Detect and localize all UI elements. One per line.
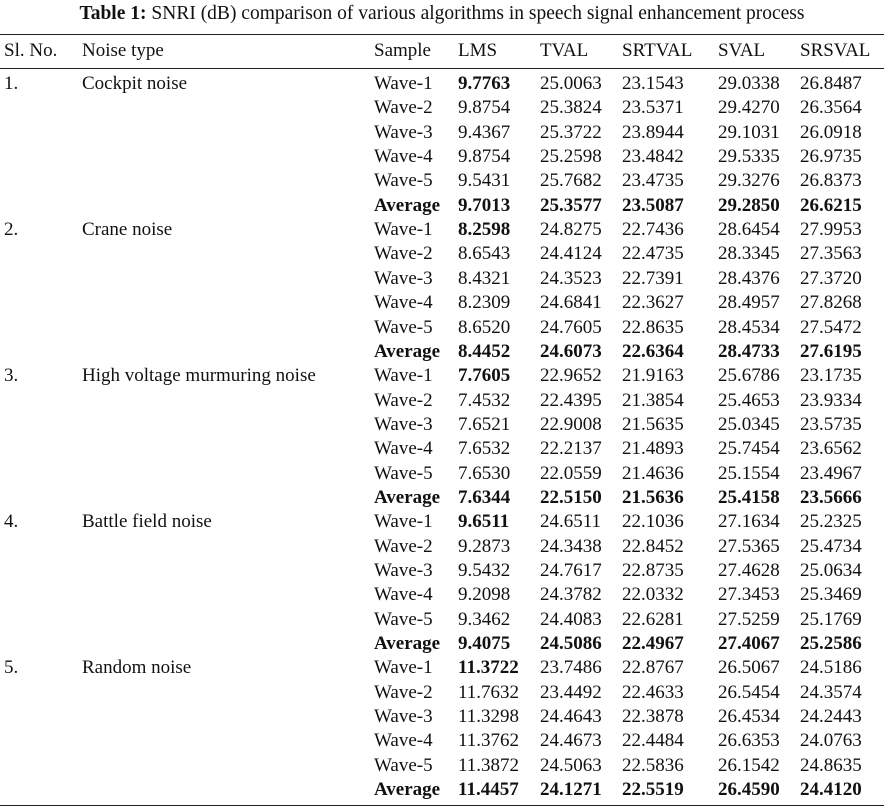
average-cell-lms: 8.4452 [458,340,511,362]
table-cell-tval: 22.9008 [540,413,602,435]
table-cell-srsval: 23.1735 [800,365,862,387]
table-cell-srsval: 24.0763 [800,730,862,752]
table-cell-srtval: 22.6281 [622,608,684,630]
table-cell-tval: 25.3722 [540,121,602,143]
table-cell-sval: 25.6786 [718,365,780,387]
table-cell-lms: 11.3762 [458,730,520,752]
average-cell-srsval: 27.6195 [800,340,862,362]
table-cell-sval: 28.4534 [718,316,780,338]
table-cell-tval: 22.4395 [540,389,602,411]
average-cell-srtval: 21.5636 [622,486,684,508]
group-noise-type: Cockpit noise [82,73,188,94]
table-cell-sample: Wave-2 [374,97,433,119]
header-rule [0,68,884,69]
group-noise-type: High voltage murmuring noise [82,365,316,387]
table-cell-sval: 27.5365 [718,535,780,557]
average-cell-sval: 26.4590 [718,779,780,801]
average-cell-tval: 24.6073 [540,340,602,362]
table-cell-srsval: 23.9334 [800,389,862,411]
table-cell-sample: Wave-2 [374,389,433,411]
average-cell-sval: 27.4067 [718,633,780,655]
table-cell-lms: 11.7632 [458,681,520,703]
table-cell-lms: 7.4532 [458,389,511,411]
table-cell-lms: 9.2873 [458,535,511,557]
table-cell-srtval: 21.4893 [622,438,684,460]
table-cell-srsval: 23.4967 [800,462,862,484]
table-cell-lms: 9.4367 [458,121,511,143]
table-cell-tval: 22.0559 [540,462,602,484]
table-cell-srtval: 22.5836 [622,754,684,776]
table-cell-sample: Wave-4 [374,292,433,314]
table-cell-srsval: 24.5186 [800,657,862,679]
table-cell-srtval: 23.8944 [622,121,684,143]
table-cell-srtval: 22.8767 [622,657,684,679]
table-cell-sample: Wave-3 [374,413,433,435]
table-cell-srsval: 26.8373 [800,170,862,192]
average-cell-srsval: 23.5666 [800,486,862,508]
table-cell-tval: 24.3523 [540,267,602,289]
table-cell-srsval: 26.9735 [800,146,862,168]
table-cell-lms: 11.3872 [458,754,520,776]
table-cell-srtval: 22.1036 [622,511,684,533]
table-cell-sample: Wave-5 [374,754,433,776]
table-cell-sval: 26.6353 [718,730,780,752]
average-cell-lms: 9.4075 [458,633,511,655]
table-cell-sval: 25.7454 [718,438,780,460]
table-cell-sample: Wave-2 [374,243,433,265]
table-cell-lms: 9.5431 [458,170,511,192]
table-cell-sval: 27.5259 [718,608,780,630]
table-cell-srtval: 22.4735 [622,243,684,265]
average-cell-sample: Average [374,779,441,801]
table-cell-srtval: 21.4636 [622,462,684,484]
table-cell-tval: 24.3438 [540,535,602,557]
table-cell-tval: 24.6841 [540,292,602,314]
caption-text: SNRI (dB) comparison of various algorithms in speech signal enhancement process [151,3,805,24]
average-cell-srtval: 22.5519 [622,779,684,801]
table-cell-srsval: 24.2443 [800,706,862,728]
table-cell-srtval: 21.9163 [622,365,684,387]
table-cell-sval: 29.5335 [718,146,780,168]
table-cell-sample: Wave-5 [374,608,433,630]
table-cell-sval: 28.3345 [718,243,780,265]
table-cell-sample: Wave-3 [374,267,433,289]
table-cell-srtval: 22.8635 [622,316,684,338]
table-cell-sval: 26.4534 [718,706,780,728]
table-cell-srsval: 25.2325 [800,511,862,533]
average-cell-tval: 25.3577 [540,194,602,216]
table-cell-lms: 9.8754 [458,97,511,119]
table-cell-sample: Wave-3 [374,706,433,728]
table-cell-sample: Wave-1 [374,657,433,679]
table-cell-tval: 24.6511 [540,511,602,533]
table-cell-sample: Wave-4 [374,438,433,460]
average-cell-tval: 22.5150 [540,486,602,508]
table-cell-lms: 7.6521 [458,413,511,435]
table-cell-lms: 11.3298 [458,706,520,728]
table-caption [0,0,884,30]
table-cell-srsval: 27.5472 [800,316,862,338]
table-cell-srtval: 22.8735 [622,560,684,581]
table-cell-srsval: 27.9953 [800,219,862,241]
average-cell-lms: 7.6344 [458,486,511,508]
table-cell-tval: 25.7682 [540,170,602,192]
table-cell-sval: 28.4957 [718,292,780,314]
table-cell-tval: 24.8275 [540,219,602,241]
table-cell-srsval: 27.3563 [800,243,862,265]
table-cell-lms: 8.2598 [458,219,511,241]
table-cell-lms: 7.6532 [458,438,511,460]
table-cell-sval: 26.5067 [718,657,780,679]
table-cell-sval: 29.1031 [718,121,780,143]
header-srsval: SRSVAL [800,40,871,61]
table-cell-srsval: 25.1769 [800,608,862,630]
table-cell-sval: 26.5454 [718,681,780,703]
table-cell-lms: 8.2309 [458,292,511,314]
header-sample: Sample [374,40,431,61]
table-cell-sval: 25.4653 [718,389,780,411]
table-cell-tval: 22.9652 [540,365,602,387]
table-cell-sval: 29.3276 [718,170,780,192]
table-cell-tval: 24.5063 [540,754,602,776]
table-cell-tval: 25.0063 [540,73,602,94]
average-cell-lms: 9.7013 [458,194,511,216]
table-cell-sample: Wave-1 [374,365,433,387]
table-cell-lms: 9.7763 [458,73,511,94]
group-sl-no: 1. [4,73,19,94]
table-cell-tval: 24.7617 [540,560,602,581]
average-cell-srtval: 22.4967 [622,633,684,655]
table-cell-srtval: 22.7391 [622,267,684,289]
table-cell-srsval: 26.3564 [800,97,862,119]
table-cell-sample: Wave-1 [374,511,433,533]
average-cell-srsval: 24.4120 [800,779,862,801]
average-cell-srtval: 22.6364 [622,340,684,362]
table-cell-srtval: 23.4842 [622,146,684,168]
table-cell-lms: 8.6543 [458,243,511,265]
average-cell-sval: 28.4733 [718,340,780,362]
table-cell-srsval: 26.0918 [800,121,862,143]
header-noise-type: Noise type [82,40,164,61]
table-cell-lms: 7.6530 [458,462,511,484]
table-cell-srsval: 26.8487 [800,73,862,94]
table-cell-lms: 9.8754 [458,146,511,168]
table-cell-tval: 24.4643 [540,706,602,728]
table-cell-srsval: 23.6562 [800,438,862,460]
caption-label: Table 1: [79,3,147,24]
average-cell-tval: 24.5086 [540,633,602,655]
table-cell-sample: Wave-3 [374,560,433,581]
table-cell-srtval: 23.4735 [622,170,684,192]
table-cell-sample: Wave-3 [374,121,433,143]
table-cell-lms: 9.2098 [458,584,511,606]
table-cell-srtval: 22.0332 [622,584,684,606]
group-noise-type: Random noise [82,657,192,679]
table-cell-sample: Wave-4 [374,730,433,752]
table-cell-sval: 25.0345 [718,413,780,435]
table-cell-sample: Wave-2 [374,535,433,557]
table-cell-srtval: 21.5635 [622,413,684,435]
table-cell-sval: 26.1542 [718,754,780,776]
average-cell-srsval: 26.6215 [800,194,862,216]
average-cell-sample: Average [374,194,441,216]
table-cell-srsval: 24.8635 [800,754,862,776]
group-sl-no: 3. [4,365,19,387]
table-cell-sample: Wave-4 [374,584,433,606]
average-cell-srtval: 23.5087 [622,194,684,216]
average-cell-sval: 25.4158 [718,486,780,508]
table-cell-sample: Wave-1 [374,73,433,94]
table-cell-lms: 8.6520 [458,316,511,338]
table-cell-sval: 25.1554 [718,462,780,484]
table-cell-tval: 22.2137 [540,438,602,460]
average-cell-lms: 11.4457 [458,779,519,801]
table-cell-tval: 25.3824 [540,97,602,119]
average-cell-sample: Average [374,486,441,508]
table-cell-tval: 24.4124 [540,243,602,265]
table-cell-srsval: 24.3574 [800,681,862,703]
table-cell-sval: 28.4376 [718,267,780,289]
table-cell-sample: Wave-5 [374,462,433,484]
table-cell-srsval: 27.3720 [800,267,862,289]
header-sval: SVAL [718,40,766,61]
average-cell-sample: Average [374,340,441,362]
table-cell-tval: 25.2598 [540,146,602,168]
table-cell-lms: 9.6511 [458,511,510,533]
header-srtval: SRTVAL [622,40,693,61]
group-sl-no: 5. [4,657,19,679]
table-cell-lms: 8.4321 [458,267,511,289]
average-cell-sample: Average [374,633,441,655]
top-rule [0,34,884,35]
header-lms: LMS [458,40,498,61]
average-cell-sval: 29.2850 [718,194,780,216]
table-cell-srsval: 23.5735 [800,413,862,435]
table-cell-srtval: 22.4484 [622,730,684,752]
table-cell-sval: 29.0338 [718,73,780,94]
table-cell-srtval: 23.1543 [622,73,684,94]
table-cell-srtval: 22.4633 [622,681,684,703]
table-cell-tval: 23.7486 [540,657,602,679]
table-cell-lms: 7.7605 [458,365,511,387]
table-cell-sample: Wave-2 [374,681,433,703]
table-cell-srtval: 22.3627 [622,292,684,314]
bottom-rule [0,805,884,806]
table-cell-sample: Wave-4 [374,146,433,168]
header-sl-no: Sl. No. [4,40,58,61]
table-cell-lms: 11.3722 [458,657,519,679]
table-cell-srtval: 23.5371 [622,97,684,119]
table-cell-lms: 9.5432 [458,560,511,581]
table-cell-srtval: 21.3854 [622,389,684,411]
table-cell-sample: Wave-5 [374,170,433,192]
table-cell-sval: 27.4628 [718,560,780,581]
table-cell-sample: Wave-5 [374,316,433,338]
table-cell-srsval: 27.8268 [800,292,862,314]
table-cell-sval: 28.6454 [718,219,780,241]
group-sl-no: 4. [4,511,19,533]
table-cell-srsval: 25.3469 [800,584,862,606]
group-noise-type: Battle field noise [82,511,212,533]
table-cell-srtval: 22.7436 [622,219,684,241]
table-cell-sval: 27.3453 [718,584,780,606]
table-cell-tval: 24.4673 [540,730,602,752]
table-cell-tval: 24.3782 [540,584,602,606]
average-cell-tval: 24.1271 [540,779,602,801]
table-cell-sval: 27.1634 [718,511,780,533]
table-cell-srtval: 22.8452 [622,535,684,557]
average-cell-srsval: 25.2586 [800,633,862,655]
table-cell-srtval: 22.3878 [622,706,684,728]
table-cell-tval: 24.4083 [540,608,602,630]
group-sl-no: 2. [4,219,19,241]
table-cell-tval: 23.4492 [540,681,602,703]
header-tval: TVAL [540,40,589,61]
table-cell-lms: 9.3462 [458,608,511,630]
table-cell-sval: 29.4270 [718,97,780,119]
table-cell-sample: Wave-1 [374,219,433,241]
table-cell-srsval: 25.4734 [800,535,862,557]
table-cell-tval: 24.7605 [540,316,602,338]
group-noise-type: Crane noise [82,219,173,241]
table-cell-srsval: 25.0634 [800,560,862,581]
